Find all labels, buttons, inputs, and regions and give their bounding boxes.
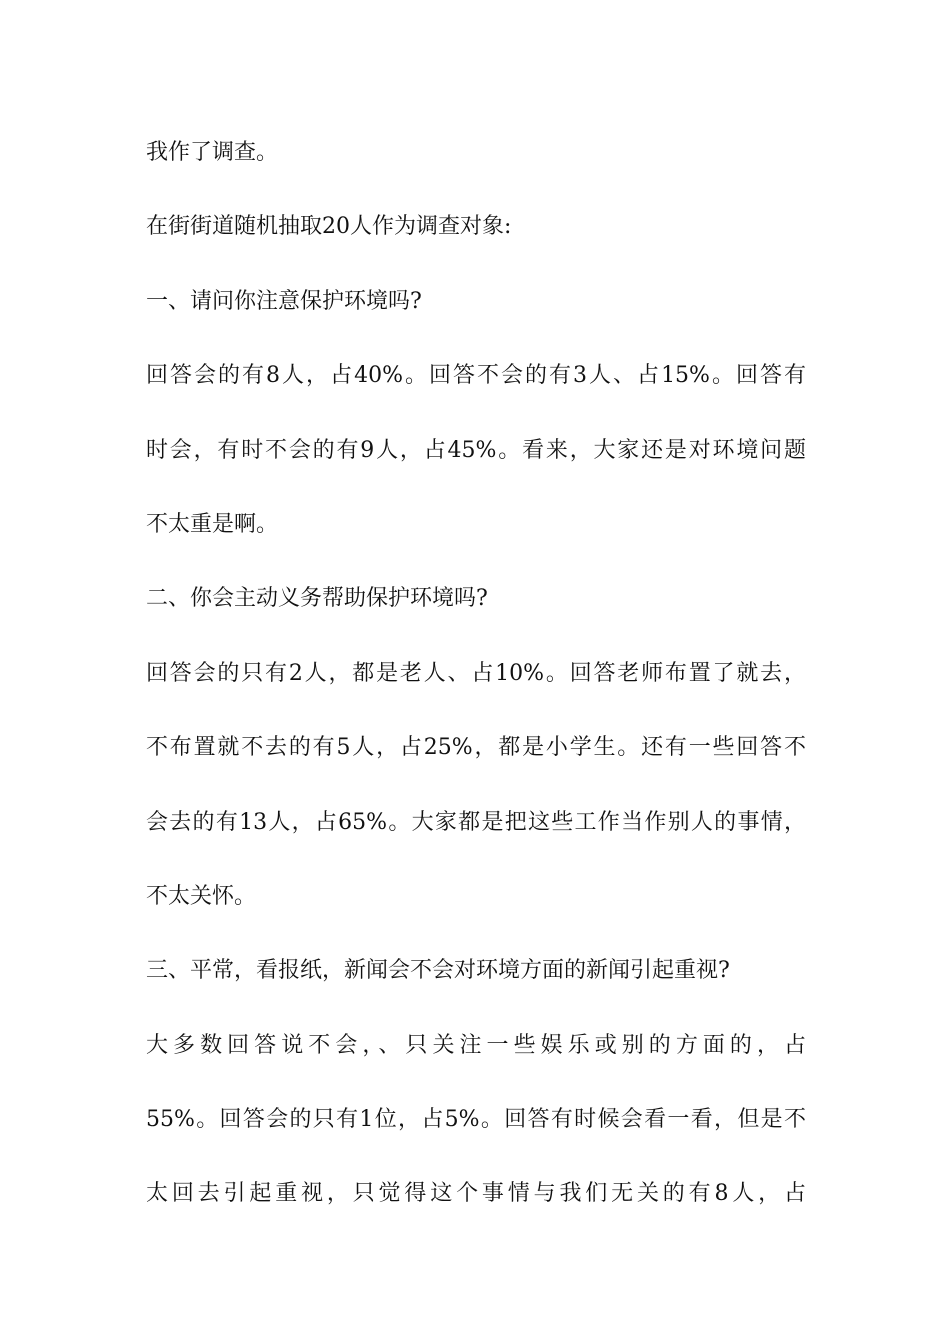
paragraph-line: 在街街道随机抽取20人作为调查对象: — [146, 214, 512, 240]
question-heading: 二、你会主动义务帮助保护环境吗? — [146, 586, 488, 612]
paragraph-line: 不太重是啊。 — [146, 511, 279, 537]
paragraph-line: 会去的有13人，占65%。大家都是把这些工作当作别人的事情， — [146, 809, 806, 835]
paragraph-line: 回答会的有8人，占40%。回答不会的有3人、占15%。回答有 — [146, 363, 806, 389]
paragraph-line: 时会，有时不会的有9人，占45%。看来，大家还是对环境问题 — [146, 437, 806, 463]
paragraph-line: 大多数回答说不会，、只关注一些娱乐或别的方面的，占 — [146, 1032, 806, 1058]
paragraph-line: 太回去引起重视，只觉得这个事情与我们无关的有8人，占 — [146, 1181, 806, 1207]
paragraph-line: 回答会的只有2人，都是老人、占10%。回答老师布置了就去， — [146, 660, 806, 686]
paragraph-line: 不布置就不去的有5人，占25%，都是小学生。还有一些回答不 — [146, 735, 806, 761]
question-heading: 三、平常，看报纸，新闻会不会对环境方面的新闻引起重视? — [146, 958, 730, 984]
document-body — [146, 134, 806, 1250]
paragraph-line: 55%。回答会的只有1位，占5%。回答有时候会看一看，但是不 — [146, 1107, 806, 1133]
paragraph-line: 我作了调查。 — [146, 140, 279, 165]
paragraph-line: 不太关怀。 — [146, 883, 257, 909]
question-heading: 一、请问你注意保护环境吗? — [146, 288, 422, 314]
